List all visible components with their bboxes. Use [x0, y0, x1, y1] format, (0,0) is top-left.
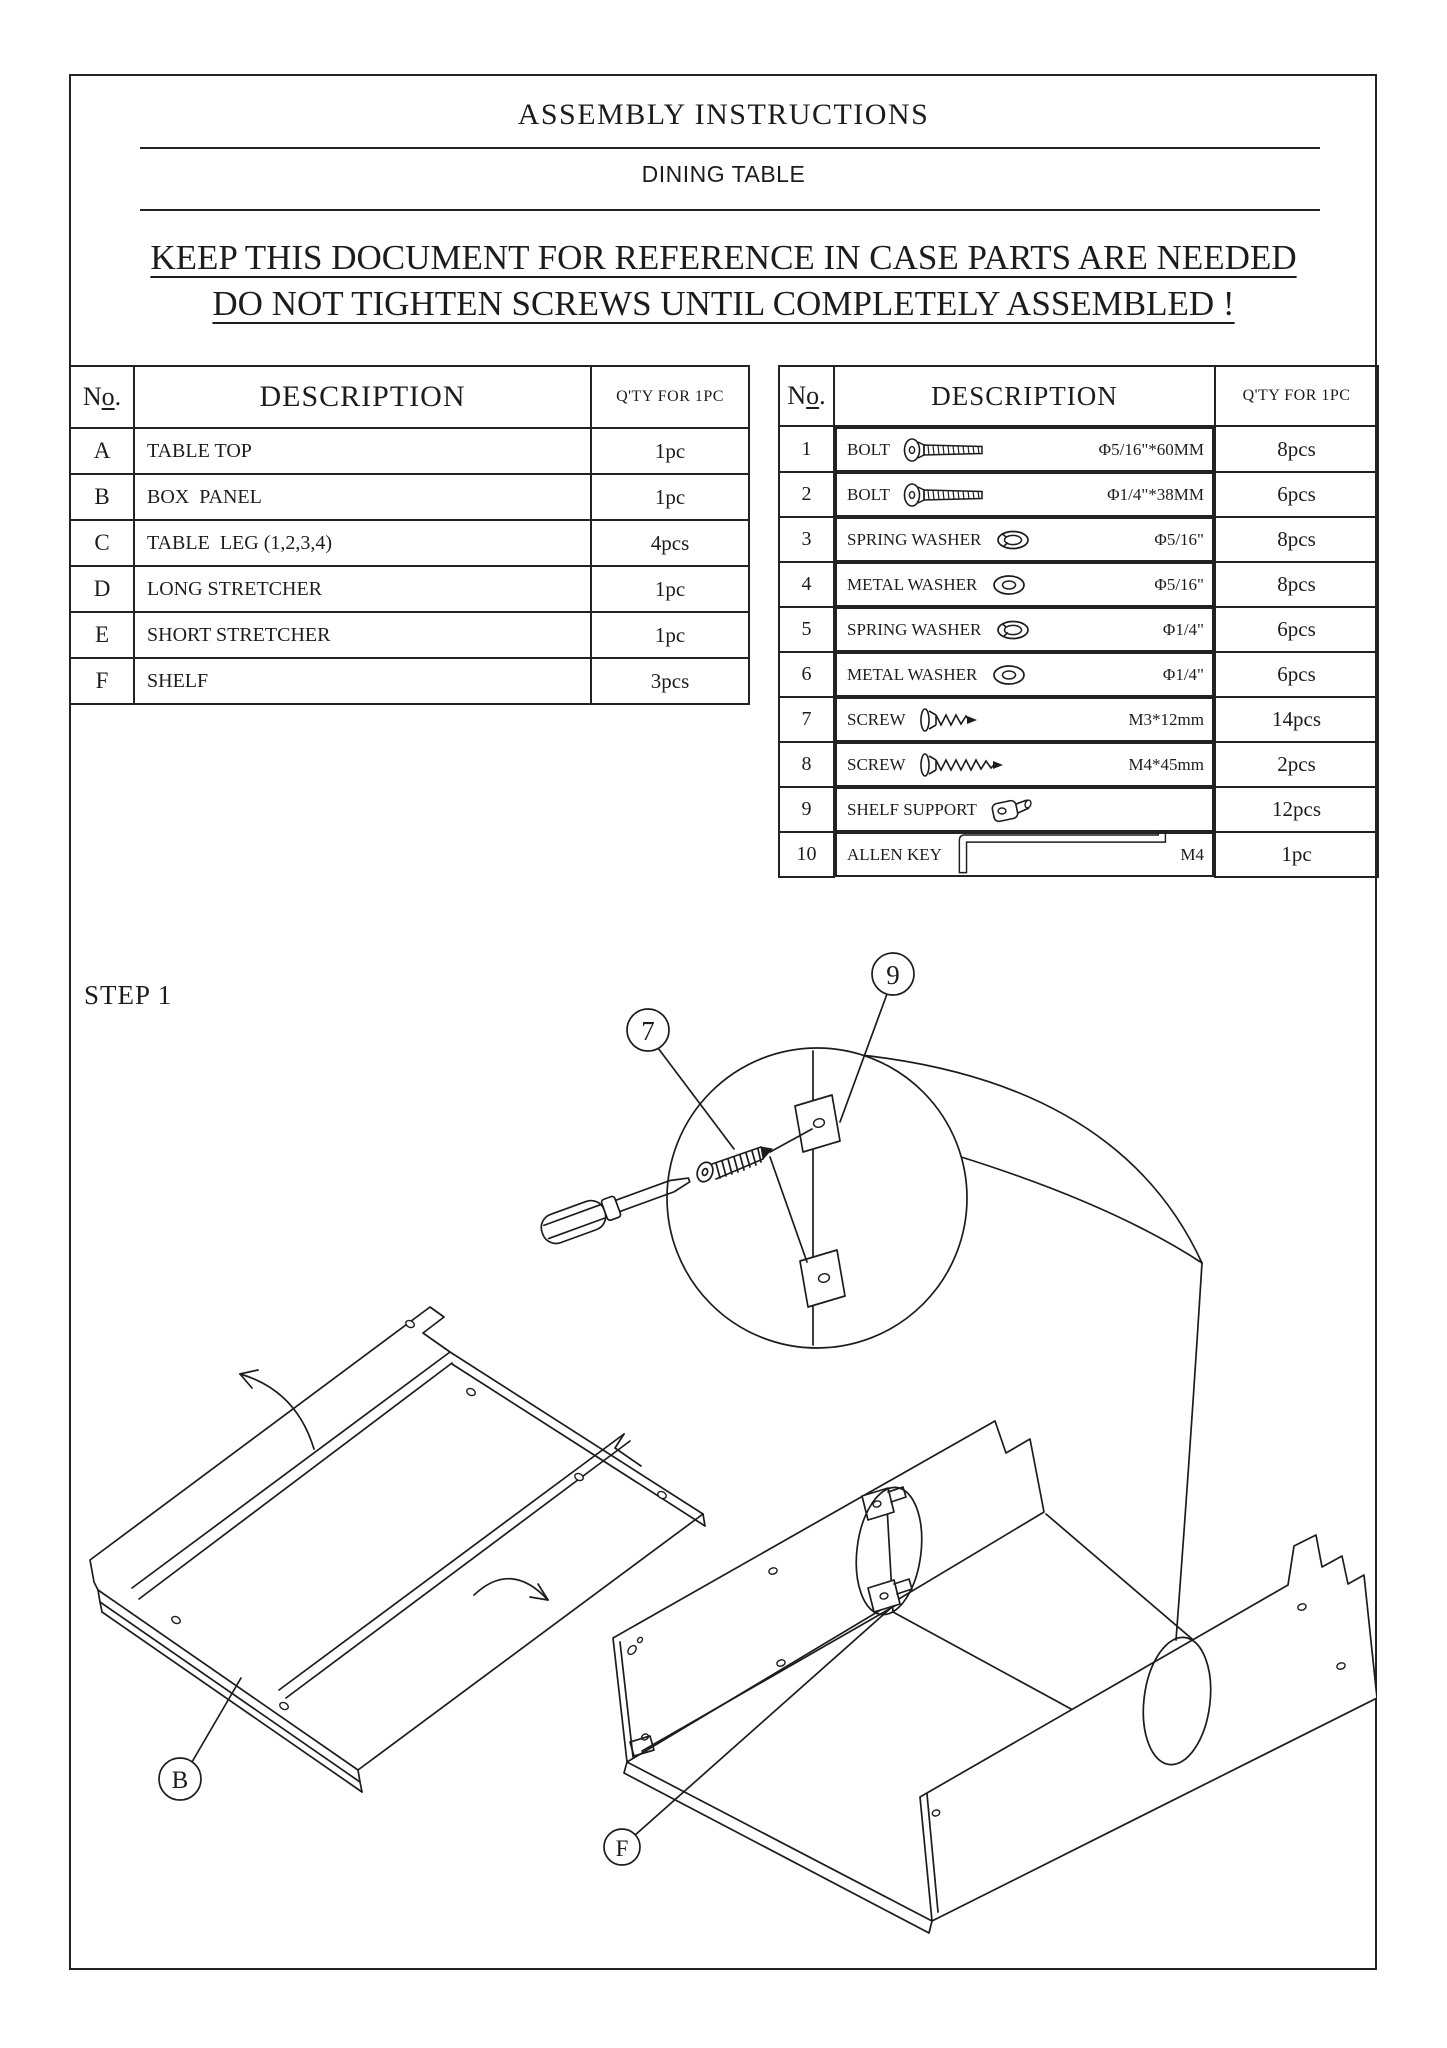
hardware-description: METAL WASHER	[847, 574, 978, 594]
detail-circle-view	[537, 953, 967, 1348]
metal-washer-icon	[989, 662, 1029, 688]
page-subtitle: DINING TABLE	[641, 161, 806, 187]
metal-washer-icon	[989, 572, 1029, 598]
parts-header-qty: Q'TY FOR 1PC	[591, 366, 749, 428]
parts-header-row	[70, 366, 749, 428]
callout-b-label: B	[171, 1767, 189, 1794]
hardware-no-cell	[779, 697, 834, 742]
part-no: F	[95, 668, 109, 693]
hardware-no: 8	[801, 753, 812, 775]
part-no: A	[93, 438, 111, 463]
hardware-no-cell	[779, 426, 834, 472]
part-qty: 1pc	[654, 622, 686, 647]
hardware-qty-cell	[1215, 742, 1378, 787]
hardware-no: 1	[801, 437, 812, 460]
part-qty-cell	[591, 520, 749, 566]
hardware-description: METAL WASHER	[847, 664, 978, 684]
parts-table-row	[70, 658, 749, 704]
parts-table-row	[70, 612, 749, 658]
part-description-cell	[134, 474, 591, 520]
hardware-table-row	[779, 472, 1378, 517]
hardware-qty-cell	[1215, 697, 1378, 742]
hardware-no: 7	[801, 708, 812, 730]
hardware-qty-cell	[1215, 426, 1378, 472]
callout-9-label: 9	[886, 960, 900, 990]
hardware-qty: 6pcs	[1277, 662, 1316, 686]
callout-7-label: 7	[641, 1016, 655, 1046]
hardware-no-cell	[779, 607, 834, 652]
allen-key-icon	[954, 835, 1169, 875]
hardware-table-row	[779, 562, 1378, 607]
hardware-no: 10	[796, 843, 817, 865]
hardware-table	[778, 365, 1379, 878]
hardware-no-cell	[779, 652, 834, 697]
hardware-no-cell	[779, 517, 834, 562]
hardware-description-cell	[835, 697, 1214, 742]
hardware-no: 2	[801, 483, 812, 505]
parts-header-description: DESCRIPTION	[134, 366, 591, 428]
hardware-no: 9	[801, 798, 812, 820]
shelf-support-detail-lower	[800, 1250, 845, 1307]
hardware-description: BOLT	[847, 439, 890, 459]
part-no-cell	[70, 566, 134, 612]
hardware-description: BOLT	[847, 484, 890, 504]
part-description-cell	[134, 658, 591, 704]
hardware-no-cell	[779, 562, 834, 607]
warning-line-1: KEEP THIS DOCUMENT FOR REFERENCE IN CASE PARTS ARE NEEDED	[150, 238, 1297, 277]
hardware-qty-cell	[1215, 517, 1378, 562]
part-qty-cell	[591, 658, 749, 704]
hardware-table-row	[779, 697, 1378, 742]
spring-washer-icon	[993, 617, 1033, 643]
hardware-header-description: DESCRIPTION	[834, 366, 1215, 426]
part-description-cell	[134, 612, 591, 658]
hardware-header-row	[779, 366, 1378, 426]
box-f-drawing	[604, 1421, 1377, 1933]
part-no-cell	[70, 658, 134, 704]
shelf-support-icon	[989, 793, 1035, 827]
part-no: C	[94, 530, 110, 555]
part-no: E	[94, 622, 110, 647]
part-no: D	[93, 576, 111, 601]
hardware-spec: Φ5/16"	[1154, 529, 1204, 549]
hardware-qty: 8pcs	[1277, 572, 1316, 596]
hardware-table-row	[779, 607, 1378, 652]
hardware-spec: Φ1/4"	[1162, 664, 1204, 684]
part-description: SHORT STRETCHER	[147, 623, 331, 646]
subtitle-divider	[140, 209, 1320, 211]
part-no-cell	[70, 428, 134, 474]
parts-table-row	[70, 520, 749, 566]
hardware-header-no: No.	[779, 366, 834, 426]
hardware-header-qty: Q'TY FOR 1PC	[1215, 366, 1378, 426]
hardware-no-cell	[779, 787, 834, 832]
parts-table-row	[70, 566, 749, 612]
hardware-description-cell	[835, 832, 1214, 877]
part-qty-cell	[591, 428, 749, 474]
screw-short-icon	[918, 703, 980, 737]
part-qty-cell	[591, 612, 749, 658]
hardware-qty: 2pcs	[1277, 752, 1316, 776]
hardware-description-cell	[835, 787, 1214, 832]
part-no-cell	[70, 474, 134, 520]
hardware-table-row	[779, 652, 1378, 697]
part-description-cell	[134, 520, 591, 566]
hardware-table-row	[779, 426, 1378, 472]
hardware-description: ALLEN KEY	[847, 844, 942, 864]
hardware-qty: 14pcs	[1272, 707, 1321, 731]
hardware-description: SPRING WASHER	[847, 619, 982, 639]
hardware-qty: 6pcs	[1277, 617, 1316, 641]
hardware-description-cell	[835, 607, 1214, 652]
part-no-cell	[70, 520, 134, 566]
hardware-qty: 1pc	[1281, 842, 1312, 866]
hardware-spec: M3*12mm	[1128, 709, 1204, 729]
hardware-table-row	[779, 787, 1378, 832]
hardware-spec: Φ1/4"	[1162, 619, 1204, 639]
hardware-spec: Φ1/4"*38MM	[1107, 484, 1204, 504]
page-title: ASSEMBLY INSTRUCTIONS	[517, 98, 930, 131]
part-qty: 3pcs	[650, 668, 690, 693]
bolt-icon	[902, 435, 988, 465]
hardware-no: 4	[801, 573, 812, 595]
hardware-table-row	[779, 517, 1378, 562]
hardware-table-row	[779, 832, 1378, 877]
part-description: TABLE TOP	[147, 439, 252, 462]
hardware-qty-cell	[1215, 607, 1378, 652]
part-qty: 1pc	[654, 438, 686, 463]
hardware-qty-cell	[1215, 472, 1378, 517]
hardware-no-cell	[779, 742, 834, 787]
spring-washer-icon	[993, 527, 1033, 553]
hardware-description-cell	[835, 742, 1214, 787]
hardware-no: 5	[801, 618, 812, 640]
step-1-heading: STEP 1	[84, 980, 173, 1010]
part-qty-cell	[591, 566, 749, 612]
parts-table-row	[70, 428, 749, 474]
part-qty-cell	[591, 474, 749, 520]
hardware-qty-cell	[1215, 787, 1378, 832]
warning-line-2: DO NOT TIGHTEN SCREWS UNTIL COMPLETELY ASSEMBLED !	[212, 284, 1235, 323]
box-panel-b-drawing	[90, 1307, 705, 1800]
hardware-description: SHELF SUPPORT	[847, 799, 977, 819]
part-qty: 4pcs	[650, 530, 690, 555]
callout-f-label: F	[615, 1836, 629, 1861]
parts-header-no: No.	[70, 366, 134, 428]
hardware-qty-cell	[1215, 652, 1378, 697]
hardware-no-cell	[779, 472, 834, 517]
hardware-qty: 6pcs	[1277, 482, 1316, 506]
hardware-qty: 8pcs	[1277, 527, 1316, 551]
hardware-description: SPRING WASHER	[847, 529, 982, 549]
hardware-no: 6	[801, 663, 812, 685]
hardware-spec: M4	[1180, 844, 1204, 864]
part-no-cell	[70, 612, 134, 658]
part-description: LONG STRETCHER	[147, 577, 322, 600]
part-description: BOX PANEL	[147, 485, 262, 508]
hardware-qty-cell	[1215, 562, 1378, 607]
hardware-no-cell	[779, 832, 834, 877]
bolt-icon	[902, 480, 988, 510]
part-description: SHELF	[147, 669, 209, 692]
screw-long-icon	[918, 748, 1006, 782]
hardware-spec: Φ5/16"*60MM	[1098, 439, 1204, 459]
hardware-qty: 8pcs	[1277, 436, 1316, 461]
hardware-spec: M4*45mm	[1128, 754, 1204, 774]
hardware-qty: 12pcs	[1272, 797, 1321, 821]
part-description: TABLE LEG (1,2,3,4)	[147, 531, 333, 554]
hardware-description: SCREW	[847, 754, 906, 774]
hardware-no: 3	[801, 528, 812, 550]
part-qty: 1pc	[654, 484, 686, 509]
hardware-description-cell	[835, 517, 1214, 562]
part-description-cell	[134, 566, 591, 612]
step-1-illustration	[69, 900, 1377, 1970]
parts-table-row	[70, 474, 749, 520]
hardware-description-cell	[835, 562, 1214, 607]
hardware-table-row	[779, 742, 1378, 787]
title-divider	[140, 147, 1320, 149]
hardware-qty-cell	[1215, 832, 1378, 877]
part-qty: 1pc	[654, 576, 686, 601]
hardware-description-cell	[835, 472, 1214, 517]
parts-table	[69, 365, 750, 705]
shelf-support-detail-upper	[795, 1095, 840, 1152]
hardware-spec: Φ5/16"	[1154, 574, 1204, 594]
hardware-description-cell	[835, 652, 1214, 697]
hardware-description: SCREW	[847, 709, 906, 729]
hardware-description-cell	[835, 427, 1214, 472]
part-description-cell	[134, 428, 591, 474]
part-no: B	[94, 484, 110, 509]
